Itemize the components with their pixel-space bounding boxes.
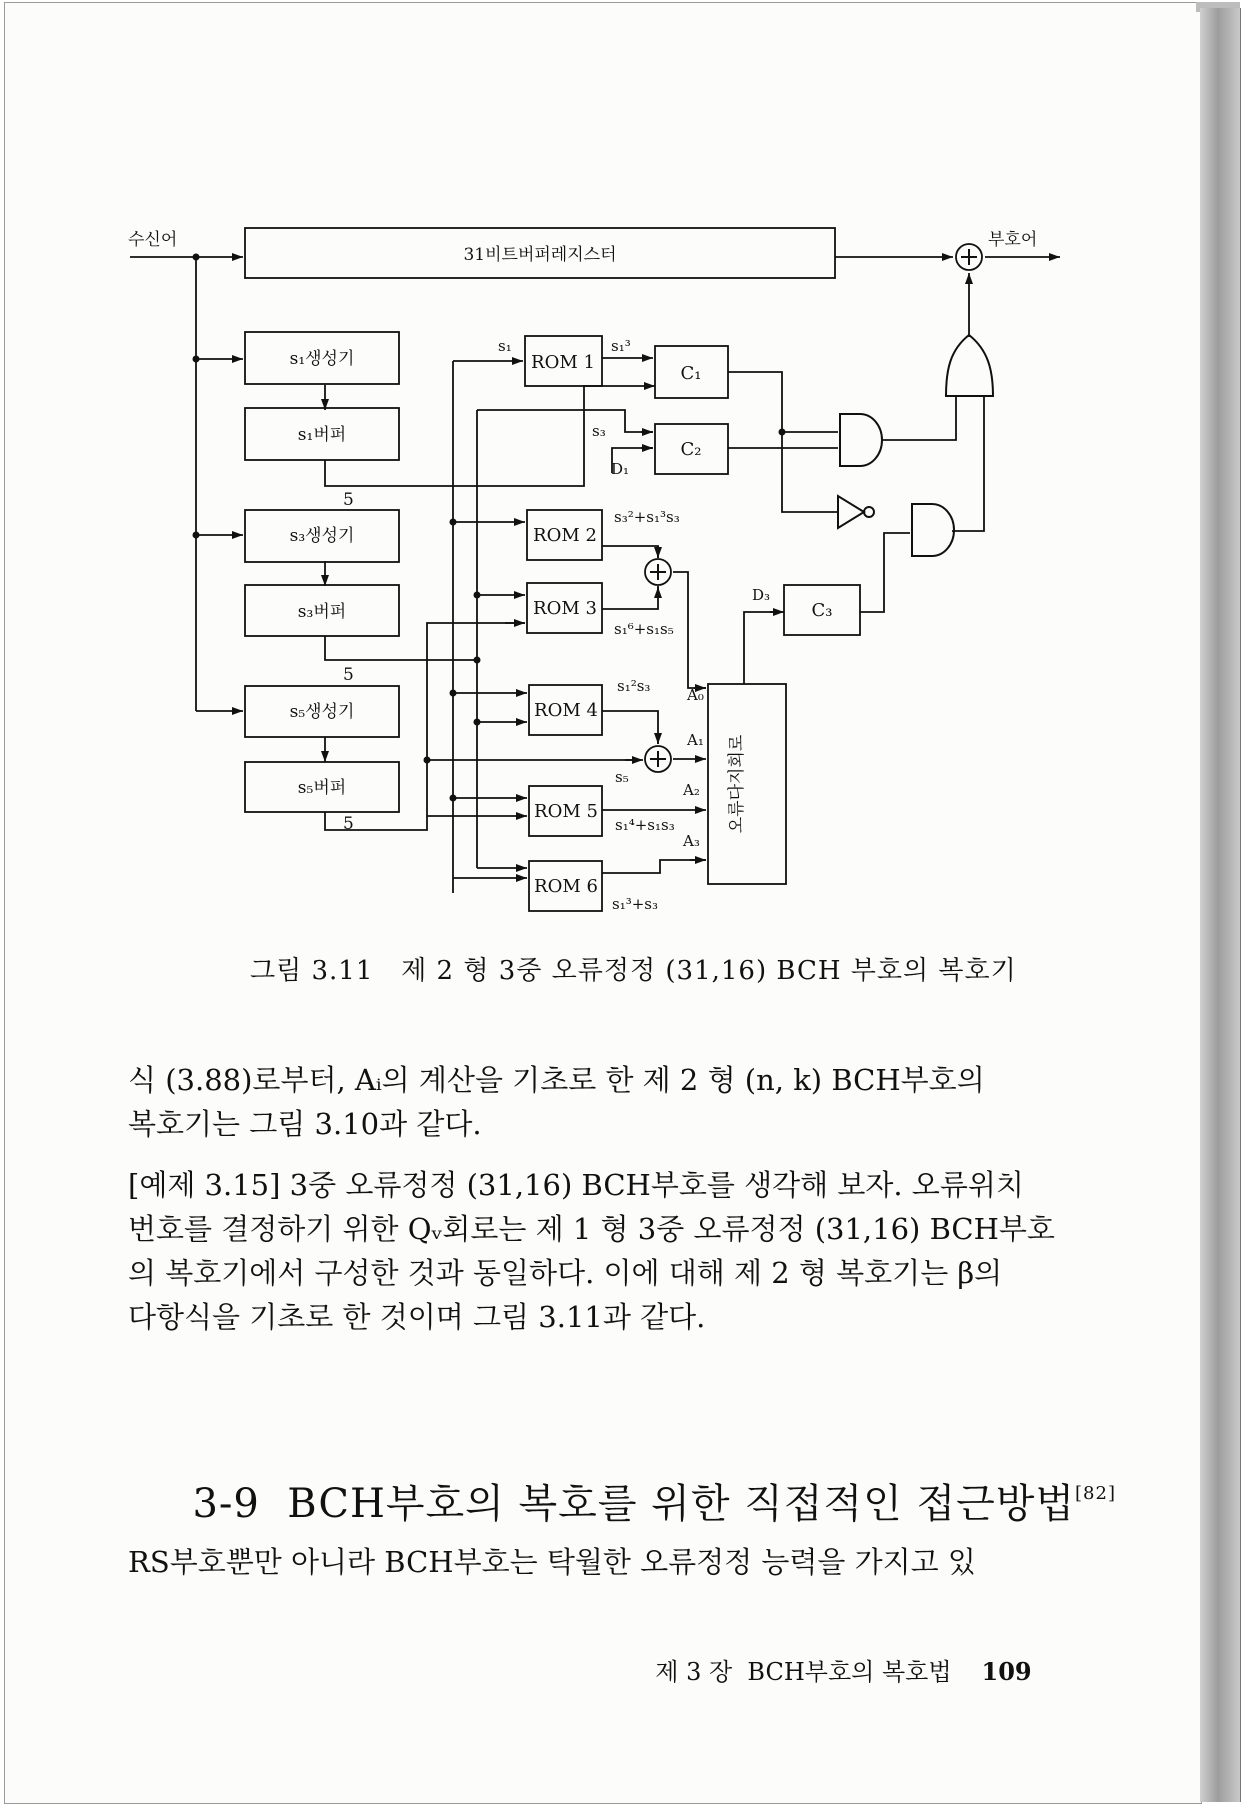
rom4-label: ROM 4 <box>534 700 598 721</box>
rom5-output-label: s₁⁴+s₁s₃ <box>615 816 675 834</box>
s1-signal-label: s₁ <box>498 337 512 355</box>
s3-generator-label: s₃생성기 <box>289 526 355 546</box>
bus-width-label-2: 5 <box>343 665 354 685</box>
a3-label: A₃ <box>683 832 700 850</box>
buffer-register-label: 31비트버퍼레지스터 <box>463 245 617 265</box>
paragraph-2-line-2: 번호를 결정하기 위한 Qᵥ회로는 제 1 형 3중 오류정정 (31,16) BCH부호 <box>128 1212 1055 1246</box>
rom3-label: ROM 3 <box>533 598 597 619</box>
and-gate-1 <box>840 414 882 466</box>
rom1-label: ROM 1 <box>531 352 595 373</box>
running-head: 제 3 장 BCH부호의 복호법 <box>655 1658 952 1686</box>
page-footer <box>640 1624 1032 1687</box>
s1-generator-label: s₁생성기 <box>289 349 355 369</box>
error-solver-block <box>708 684 786 884</box>
c3-label: C₃ <box>811 600 833 621</box>
error-solver-label: 오류다지회로 <box>727 734 747 834</box>
c2-label: C₂ <box>680 439 702 460</box>
a0-label: A₀ <box>687 686 704 704</box>
rom2-output-label: s₃²+s₁³s₃ <box>614 508 680 526</box>
page-number: 109 <box>981 1657 1032 1686</box>
rom4-output-label: s₁²s₃ <box>617 677 651 695</box>
section-reference: [82] <box>1075 1483 1116 1504</box>
d1-signal-label: D₁ <box>611 460 630 478</box>
s3-signal-label: s₃ <box>592 422 606 440</box>
not-gate <box>838 496 864 528</box>
bus-width-label-3: 5 <box>343 814 354 834</box>
paragraph-2-line-1: [예제 3.15] 3중 오류정정 (31,16) BCH부호를 생각해 보자. 오류위치 <box>128 1168 1024 1202</box>
section-title: 3-9 BCH부호의 복호를 위한 직접적인 접근방법 <box>192 1481 1076 1527</box>
a2-label: A₂ <box>683 781 700 799</box>
rom5-label: ROM 5 <box>534 801 598 822</box>
bus-width-label-1: 5 <box>343 490 354 510</box>
a1-label: A₁ <box>687 731 704 749</box>
rom2-label: ROM 2 <box>533 525 597 546</box>
paragraph-1-line-2: 복호기는 그림 3.10과 같다. <box>128 1107 482 1141</box>
paragraph-1 <box>128 1058 1073 1146</box>
s3-buffer-label: s₃버퍼 <box>297 602 347 622</box>
s5-generator-label: s₅생성기 <box>289 702 355 722</box>
paragraph-3 <box>128 1540 1073 1584</box>
paragraph-2 <box>128 1163 1073 1339</box>
or-gate <box>946 335 993 396</box>
paragraph-3-line-1: RS부호뿐만 아니라 BCH부호는 탁월한 오류정정 능력을 가지고 있 <box>128 1545 976 1579</box>
c1-label: C₁ <box>680 363 702 384</box>
paragraph-2-line-4: 다항식을 기초로 한 것이며 그림 3.11과 같다. <box>128 1300 706 1334</box>
output-label: 부호어 <box>988 230 1038 250</box>
s5-buffer-label: s₅버퍼 <box>297 778 347 798</box>
paragraph-2-line-3: 의 복호기에서 구성한 것과 동일하다. 이에 대해 제 2 형 복호기는 β의 <box>128 1256 1003 1290</box>
section-heading <box>165 1426 1116 1529</box>
s1-cubed-signal-label: s₁³ <box>611 337 631 355</box>
and-gate-2 <box>912 504 954 556</box>
s1-buffer-label: s₁버퍼 <box>297 425 347 445</box>
input-label: 수신어 <box>128 230 178 250</box>
rom6-label: ROM 6 <box>534 876 598 897</box>
paragraph-1-line-1: 식 (3.88)로부터, Aᵢ의 계산을 기초로 한 제 2 형 (n, k) BCH부호의 <box>128 1063 985 1097</box>
rom6-output-label: s₁³+s₃ <box>612 895 659 913</box>
d3-signal-label: D₃ <box>752 586 771 604</box>
rom3-output-label: s₁⁶+s₁s₅ <box>614 620 674 638</box>
s5-signal-label: s₅ <box>615 768 629 786</box>
figure-caption: 그림 3.11 제 2 형 3중 오류정정 (31,16) BCH 부호의 복호기 <box>250 956 1017 986</box>
